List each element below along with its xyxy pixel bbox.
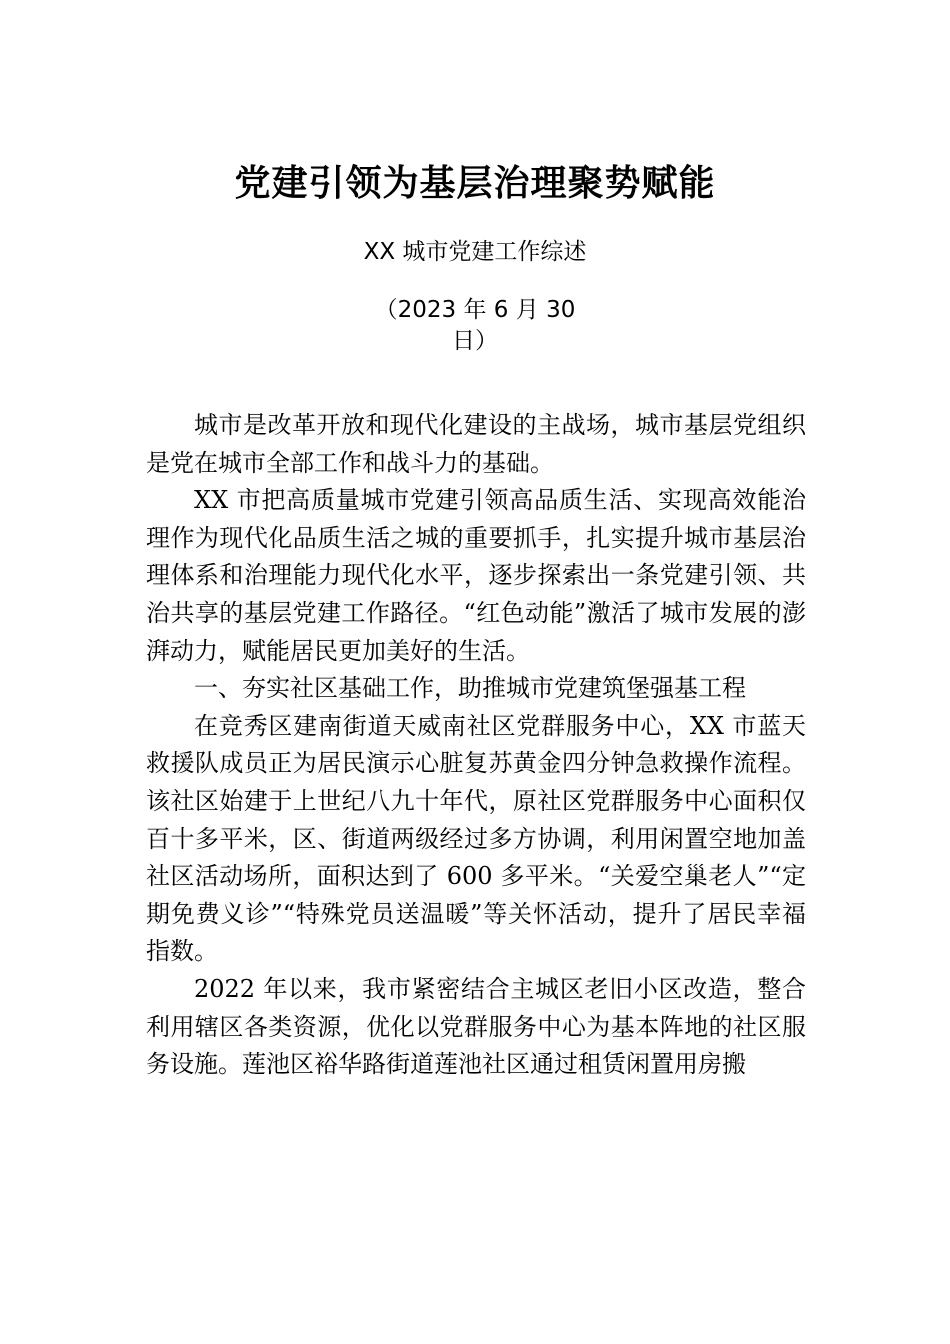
paragraph-community-center: 在竞秀区建南街道天威南社区党群服务中心，XX 市蓝天救援队成员正为居民演示心脏复苏黄金四分钟急救操作流程。该社区始建于上世纪八九十年代，原社区党群服务中心面积仅百十多平米，区、街道两级经过多方协调，利用闲置空地加盖社区活动场所，面积达到了 600 多平米。“关爱空巢老人”“定期免费义诊”“特殊党员送温暖”等关怀活动，提升了居民幸福指数。: [146, 711, 806, 966]
paragraph-intro: 城市是改革开放和现代化建设的主战场，城市基层党组织是党在城市全部工作和战斗力的基础。: [146, 411, 806, 477]
document-body: [146, 407, 806, 1084]
paragraph-2022: 2022 年以来，我市紧密结合主城区老旧小区改造，整合利用辖区各类资源，优化以党群服务中心为基本阵地的社区服务设施。莲池区裕华路街道莲池社区通过租赁闲置用房搬: [146, 974, 806, 1079]
section-heading-1: 一、夯实社区基础工作，助推城市党建筑堡强基工程: [194, 674, 746, 703]
document-subtitle: XX 城市党建工作综述: [363, 239, 587, 265]
document-date: （2023 年 6 月 30 日）: [374, 297, 576, 354]
paragraph-overview: XX 市把高质量城市党建引领高品质生活、实现高效能治理作为现代化品质生活之城的重要抓手，扎实提升城市基层治理体系和治理能力现代化水平，逐步探索出一条党建引领、共治共享的基层党建工作路径。“红色动能”激活了城市发展的澎湃动力，赋能居民更加美好的生活。: [146, 486, 806, 665]
document-title: 党建引领为基层治理聚势赋能: [234, 162, 716, 204]
